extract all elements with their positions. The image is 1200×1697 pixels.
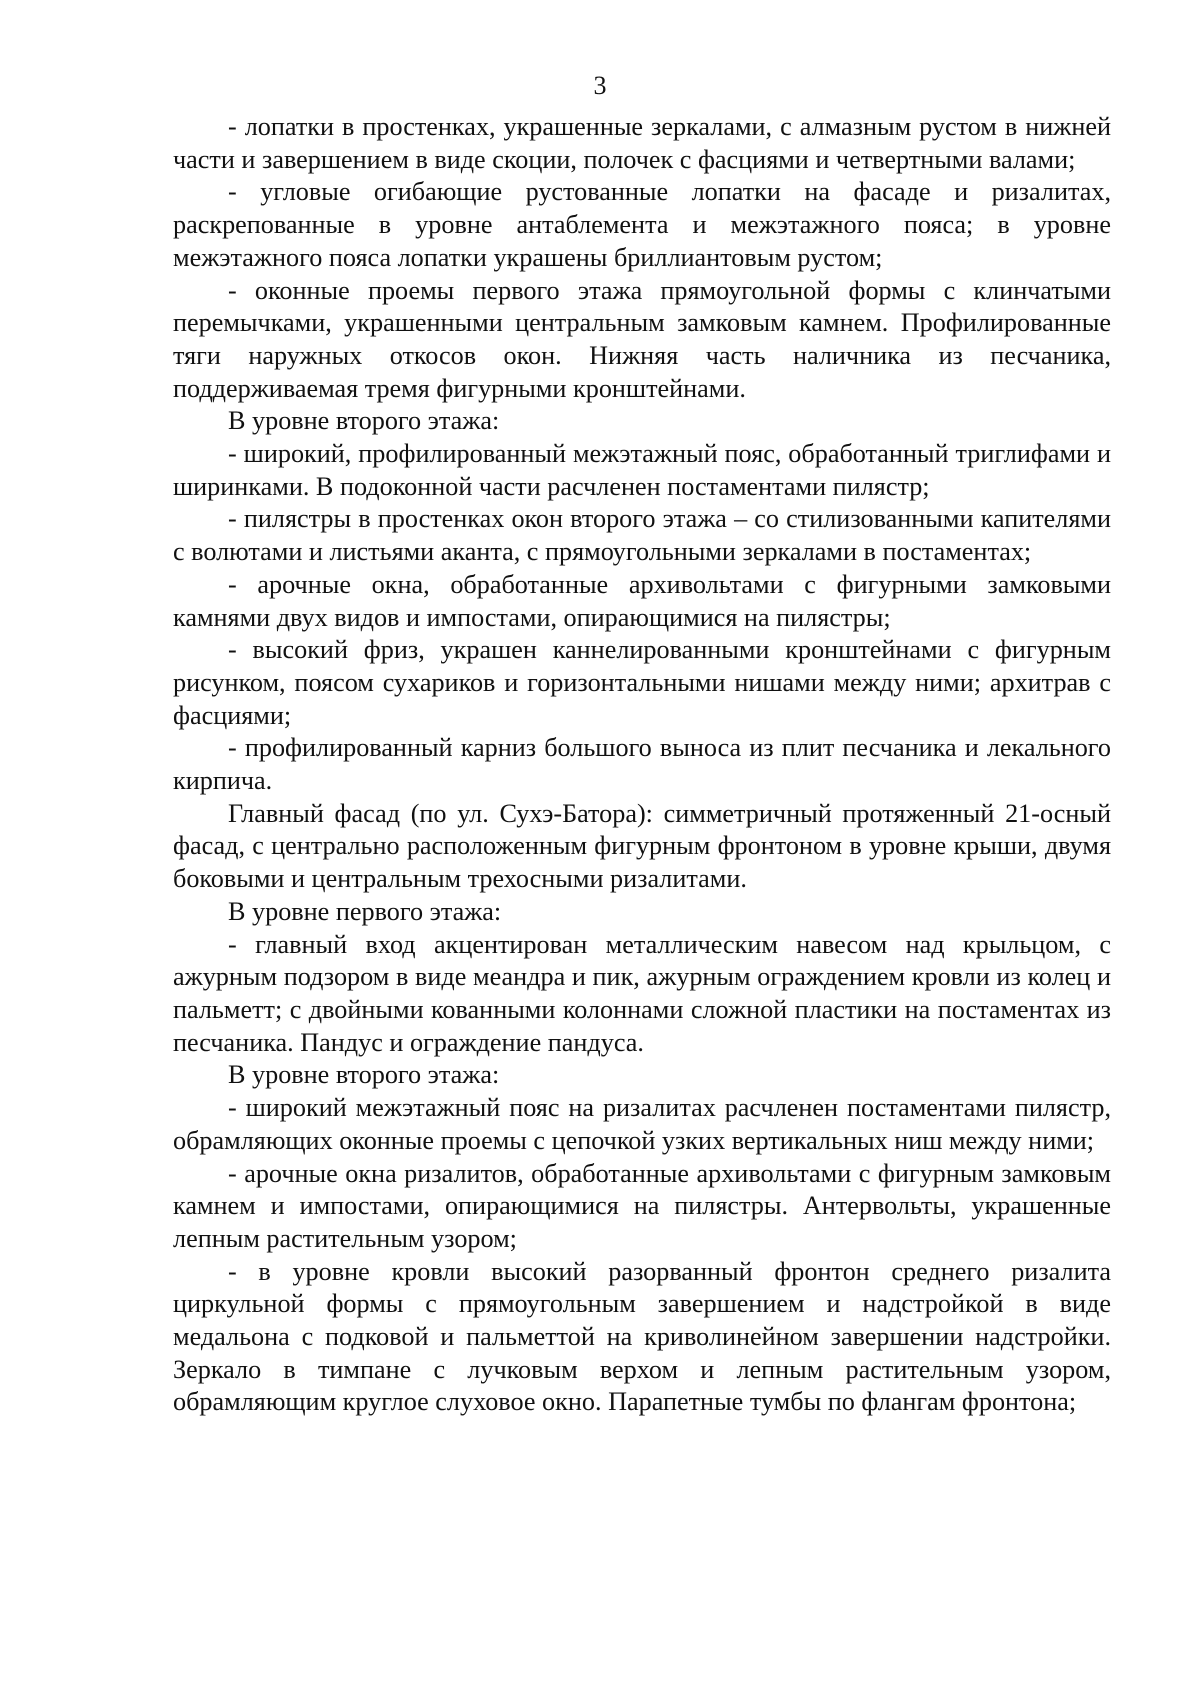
paragraph: - пилястры в простенках окон второго этажа – со стилизованными капителями с волютами и листьями аканта, с прямоугольными зеркалами в постаментах; bbox=[173, 504, 1111, 567]
paragraph: - арочные окна, обработанные архивольтами с фигурными замковыми камнями двух видов и импостами, опирающимися на пилястры; bbox=[173, 569, 1111, 632]
paragraph: - профилированный карниз большого выноса из плит песчаника и лекального кирпича. bbox=[173, 733, 1111, 796]
paragraph: - широкий межэтажный пояс на ризалитах расчленен постаментами пилястр, обрамляющих оконные проемы с цепочкой узких вертикальных ниш между ними; bbox=[173, 1093, 1111, 1155]
paragraph: - в уровне кровли высокий разорванный фронтон среднего ризалита циркульной формы с прямоугольным завершением и надстройкой в виде медальона с подковой и пальметтой на криволинейном завершении надстройки. Зеркало в тимпане с лучковым верхом и лепным растительным узором, обрамляющим круглое слуховое окно. Парапетные тумбы по флангам фронтона; bbox=[173, 1256, 1111, 1417]
document-body bbox=[173, 111, 1111, 1419]
page-number: 3 bbox=[593, 71, 607, 100]
paragraph: - угловые огибающие рустованные лопатки на фасаде и ризалитах, раскрепованные в уровне антаблемента и межэтажного пояса; в уровне межэтажного пояса лопатки украшены бриллиантовым рустом; bbox=[173, 177, 1111, 272]
paragraph: Главный фасад (по ул. Сухэ-Батора): симметричный протяженный 21-осный фасад, с центрально расположенным фигурным фронтоном в уровне крыши, двумя боковыми и центральным трехосными ризалитами. bbox=[173, 798, 1111, 894]
paragraph: - высокий фриз, украшен каннелированными кронштейнами с фигурным рисунком, поясом сухариков и горизонтальными нишами между ними; архитрав с фасциями; bbox=[173, 635, 1111, 730]
paragraph: - главный вход акцентирован металлическим навесом над крыльцом, с ажурным подзором в виде меандра и пик, ажурным ограждением кровли из колец и пальметт; с двойными кованными колоннами сложной пластики на постаментах из песчаника. Пандус и ограждение пандуса. bbox=[173, 929, 1111, 1057]
paragraph: - лопатки в простенках, украшенные зеркалами, с алмазным рустом в нижней части и завершением в виде скоции, полочек с фасциями и четвертными валами; bbox=[173, 112, 1111, 174]
section-heading: В уровне второго этажа: bbox=[228, 1060, 500, 1090]
paragraph: - широкий, профилированный межэтажный пояс, обработанный триглифами и ширинками. В подоконной части расчленен постаментами пилястр; bbox=[173, 439, 1111, 501]
paragraph: - оконные проемы первого этажа прямоугольной формы с клинчатыми перемычками, украшенными центральным замковым камнем. Профилированные тяги наружных откосов окон. Нижняя часть наличника из песчаника, поддерживаемая тремя фигурными кронштейнами. bbox=[173, 275, 1111, 403]
section-heading: В уровне первого этажа: bbox=[228, 896, 502, 926]
paragraph: - арочные окна ризалитов, обработанные архивольтами с фигурным замковым камнем и импостами, опирающимися на пилястры. Антервольты, украшенные лепным растительным узором; bbox=[173, 1158, 1111, 1253]
section-heading: В уровне второго этажа: bbox=[228, 406, 500, 436]
